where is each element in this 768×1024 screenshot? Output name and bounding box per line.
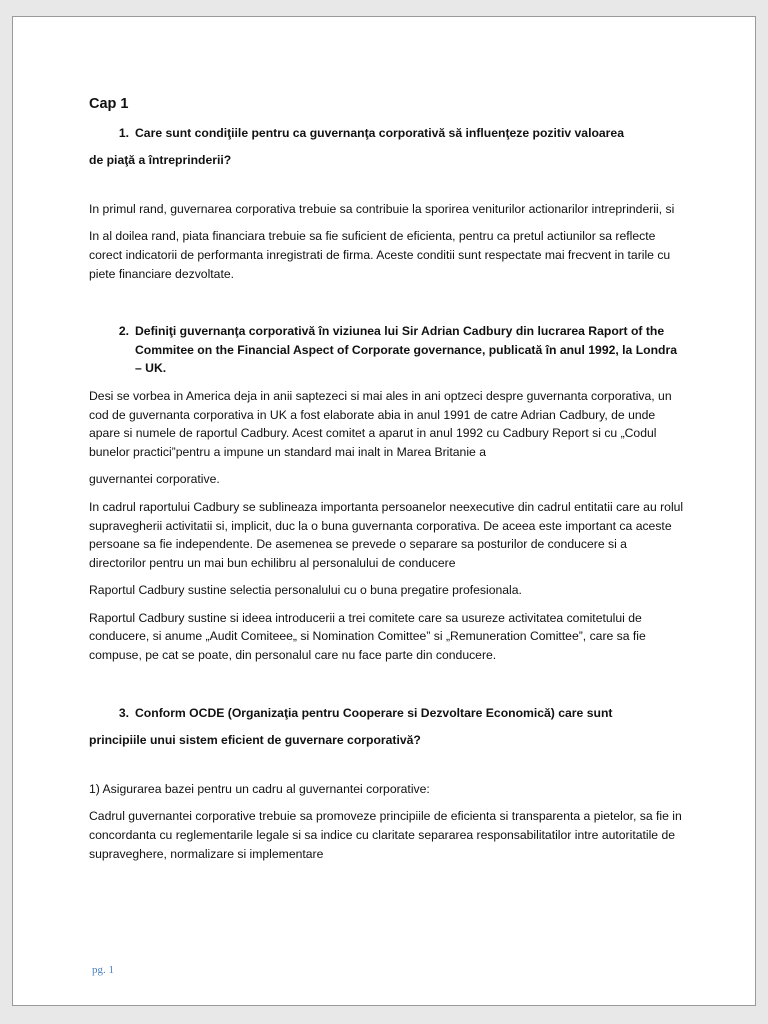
- chapter-title: Cap 1: [89, 96, 129, 112]
- paragraph: In primul rand, guvernarea corporativa trebuie sa contribuie la sporirea veniturilor actionarilor intreprinderii, si: [89, 201, 675, 216]
- paragraph: Raportul Cadbury sustine si ideea introducerii a trei comitete care sa usureze activitatea comitetului de conducere, si anume „Audit Comiteee„ si Nomination Comittee” si „Remuneration Comittee”, care sa fie compuse, pe cat se poate, din personalul care nu face parte din conducere.: [89, 610, 646, 663]
- paragraph: Cadrul guvernantei corporative trebuie sa promoveze principiile de eficienta si transparenta a pietelor, sa fie in concordanta cu reglementarile legale si sa indice cu claritate separarea responsabilitatilor intre autoritatile de supraveghere, normalizare si implementare: [89, 809, 682, 861]
- question-2-text: Definiţi guvernanţa corporativă în viziunea lui Sir Adrian Cadbury din lucrarea Raport of the Commitee on the Financial Aspect of Corporate governance, publicată în anul 1992, la Londra – UK.: [135, 324, 678, 376]
- paragraph: Desi se vorbea in America deja in anii saptezeci si mai ales in ani optzeci despre guvernanta corporativa, un cod de guvernanta corporativa in UK a fost elaborate abia in anul 1991 de catre Adrian Cadbury, de unde apare si numele de raportul Cadbury. Acest comitet a aparut in anul 1992 cu Cadbury Report si cu „Codul bunelor practici”pentru a impune un standard mai inalt in Marea Britanie a: [89, 388, 672, 459]
- paragraph: In al doilea rand, piata financiara trebuie sa fie suficient de eficienta, pentru ca pretul actiunilor sa reflecte corect indicatorii de performanta inregistrati de firma. Aceste conditii sunt respectate mai frecvent in tarile cu piete financiare dezvoltate.: [89, 229, 671, 281]
- question-2: [89, 322, 685, 378]
- paragraph: In cadrul raportului Cadbury se sublineaza importanta persoanelor neexecutive din cadrul entitatii care au rolul supravegherii activitatii si, implicit, duc la o buna guvernanta corporativa. De aceea este important ca aceste persoane sa fie independente. De asemenea se prevede o separare sa posturilor de conducere si a directorilor pentru un mai bun echilibru al personalului de conducere: [89, 499, 684, 570]
- question-3-number: 3.: [118, 705, 129, 720]
- paragraph: Raportul Cadbury sustine selectia personalului cu o buna pregatire profesionala.: [89, 583, 522, 598]
- paragraph: guvernantei corporative.: [89, 472, 220, 487]
- paragraph: 1) Asigurarea bazei pentru un cadru al guvernantei corporative:: [89, 781, 430, 796]
- question-2-number: 2.: [118, 324, 129, 339]
- question-1-text: Care sunt condiţiile pentru ca guvernanţa corporativă să influenţeze pozitiv valoarea: [135, 125, 624, 140]
- question-3-line-1: [89, 704, 685, 723]
- question-1-line-2: de piaţă a întreprinderii?: [89, 153, 232, 168]
- page-number: pg. 1: [92, 964, 114, 976]
- document-body: [89, 95, 685, 863]
- question-1-number: 1.: [118, 125, 129, 140]
- question-1-line-1: [89, 124, 685, 143]
- question-3-text: Conform OCDE (Organizaţia pentru Cooperare si Dezvoltare Economică) care sunt: [135, 705, 613, 720]
- document-page: [12, 16, 756, 1006]
- question-3-line-2: principiile unui sistem eficient de guvernare corporativă?: [89, 733, 421, 748]
